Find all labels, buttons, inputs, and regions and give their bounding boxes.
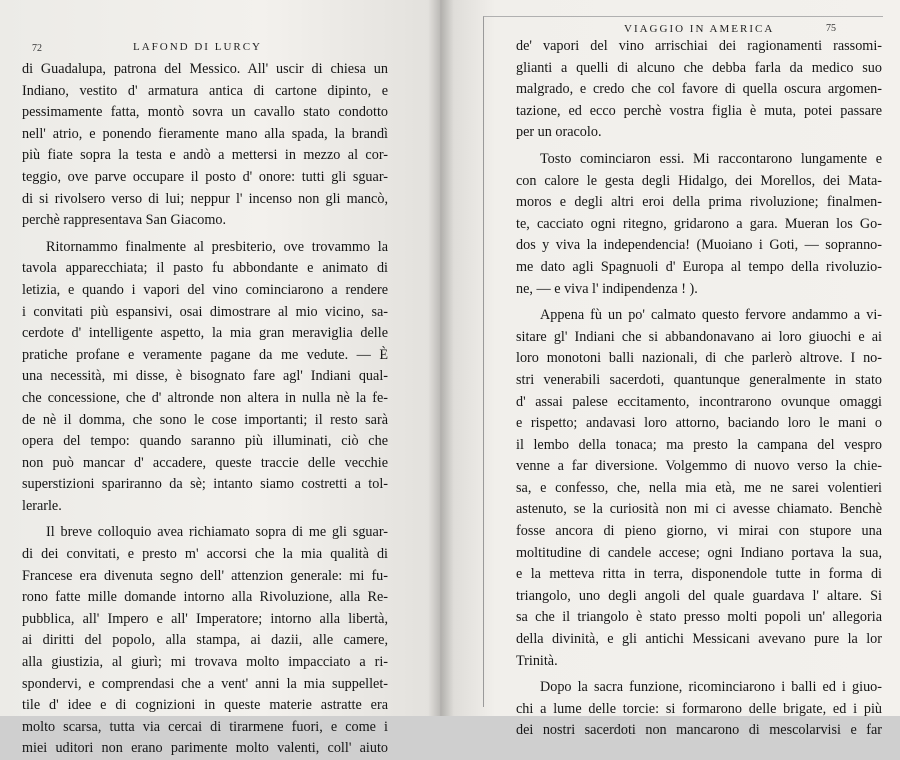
text-line: Tosto cominciaron essi. Mi raccontarono lungamente e xyxy=(540,150,882,167)
text-line: della divinità, e gli antichi Messicani avevano pure la lor xyxy=(516,631,882,648)
text-line: lerarle. xyxy=(22,497,62,514)
text-line: Indiano, vestito d' armatura antica di cartone dipinto, e xyxy=(22,82,388,99)
text-line: i convitati più espansivi, osai dimostrare al mio vicino, sa- xyxy=(22,303,388,320)
text-line: moros e degli altri eroi della prima rivoluzione; finalmen- xyxy=(516,194,882,211)
text-line: tazione, ed ecco perchè vostra figlia è muta, potei passare xyxy=(516,102,882,119)
text-line: per un oracolo. xyxy=(516,124,602,141)
text-line: tavola apparecchiata; il pasto fu abbondante e animato di xyxy=(22,260,388,277)
text-line: sa, e confesso, che, nella mia età, me ne sarei volentieri xyxy=(516,479,882,496)
text-line: perchè rappresentava San Giacomo. xyxy=(22,212,227,229)
text-line: superstizioni spariranno da sè; intanto siamo costretti a tol- xyxy=(22,476,388,493)
text-line: pratiche profane e veramente pagane da me vedute. — È xyxy=(22,346,388,363)
text-line: spondervi, e comprendasi che a vent' anni la mia suppellet- xyxy=(22,675,388,692)
text-line: moltitudine di candele accese; ogni Indiano portava la sua, xyxy=(516,544,882,561)
text-line: opera del tempo: quando saranno più illuminati, ciò che xyxy=(22,433,388,450)
text-line: Appena fù un po' calmato questo fervore andammo a vi- xyxy=(540,307,882,324)
text-line: con calore le gesta degli Hidalgo, dei Morellos, dei Mata- xyxy=(516,172,882,189)
text-line: non può mancar d' accadere, queste traccie delle vecchie xyxy=(22,454,388,471)
text-line: di Guadalupa, patrona del Messico. All' uscir di chiesa un xyxy=(22,61,388,77)
right-page-number: 75 xyxy=(826,23,836,34)
text-line: nell' atrio, e ponendo fieramente mano alla spada, la brandì xyxy=(22,125,388,142)
text-line: rono fatte mille domande intorno alla Rivoluzione, alla Re- xyxy=(22,589,388,606)
book-gutter xyxy=(428,0,454,716)
text-line: il lembo della tonaca; ma presto la campana del vespro xyxy=(516,436,882,453)
text-line: Francese era divenuta segno dell' attenzion generale: mi fu- xyxy=(22,567,388,584)
text-line: d' assai palese eccitamento, incontrarono ovunque omaggi xyxy=(516,393,882,410)
text-line: alla giustizia, al giurì; mi trovava molto impacciato a ri- xyxy=(22,654,388,671)
left-running-head: LAFOND DI LURCY xyxy=(133,41,262,53)
text-line: loro monotoni balli nazionali, di che parlerò altrove. I no- xyxy=(516,350,882,367)
left-page-body xyxy=(22,59,388,760)
text-line: me dato agli Spagnuoli d' Europa al tempo della rivoluzio- xyxy=(516,258,882,275)
text-line: malgrado, e credo che col favore di quella oscura argomen- xyxy=(516,81,882,98)
right-running-head: VIAGGIO IN AMERICA xyxy=(624,23,775,35)
text-line: e la metteva ritta in terra, disponendole tutte in forma di xyxy=(516,566,882,583)
page-edge-frame xyxy=(483,16,883,707)
text-line: che concessione, che d' altronde non altera in nulla nè la fe- xyxy=(22,389,388,406)
left-page xyxy=(0,0,440,757)
text-line: più fiate sopra la testa e andò a mettersi in mezzo al cor- xyxy=(22,147,388,164)
text-line: ne, — e viva l' indipendenza ! ). xyxy=(516,280,698,297)
text-line: teggio, ove parve occupare il posto d' onore: tutti gli sguar- xyxy=(22,168,388,185)
text-line: sitare gl' Indiani che si abbandonavano ai loro giuochi e ai xyxy=(516,328,882,345)
text-line: fosse ancora di pieno giorno, vi mirai con stupore una xyxy=(516,523,882,540)
text-line: tile d' idee e di cognizioni in queste materie astratte era xyxy=(22,697,388,714)
text-line: chi a lume delle torcie: si formarono delle brigate, ed i più xyxy=(516,700,882,717)
text-line: e rispetto; andavasi loro attorno, baciando loro le mani o xyxy=(516,415,882,432)
text-line: astenuto, se la curiosità non mi ci avesse chiamato. Benchè xyxy=(516,501,882,518)
text-line: di dei convitati, e presto m' accorsi che la mia qualità di xyxy=(22,546,388,563)
text-line: ai diritti del popolo, alla stampa, ai dazii, alle camere, xyxy=(22,632,388,649)
text-line: te, cacciato ogni ritegno, gridarono a gara. Mueran los Go- xyxy=(516,215,882,232)
text-line: Dopo la sacra funzione, ricominciarono i balli ed i giuo- xyxy=(540,679,882,696)
text-line: Trinità. xyxy=(516,652,558,669)
text-line: letizia, e quando i vapori del vino cominciarono a rendere xyxy=(22,281,388,298)
text-line: stri venerabili sacerdoti, quantunque generalmente in stato xyxy=(516,371,882,388)
text-line: Ritornammo finalmente al presbiterio, ove trovammo la xyxy=(46,238,388,255)
text-line: dei nostri sacerdoti non mancarono di mescolarvisi e far xyxy=(516,722,882,739)
text-line: una necessità, mi disse, è bisognato fare agl' Indiani qual- xyxy=(22,368,388,385)
text-line: molto scarsa, tutta via cercai di tirarmene fuori, e come i xyxy=(22,718,388,735)
text-line: de' vapori del vino arrischiai dei ragionamenti rassomi- xyxy=(516,38,882,54)
text-line: cerdote d' intelligente aspetto, la mia gran meraviglia delle xyxy=(22,325,388,342)
text-line: venne a far diversione. Volgemmo di nuovo verso la chie- xyxy=(516,458,882,475)
text-line: miei uditori non erano parimente molto valenti, coll' aiuto xyxy=(22,740,388,757)
text-line: de nè il domma, che sono le cose importanti; il resto sarà xyxy=(22,411,388,428)
text-line: glianti a quelli di alcuno che debba farla da medico suo xyxy=(516,59,882,76)
text-line: pubblica, all' Impero e all' Imperatore; intorno alla libertà, xyxy=(22,610,388,627)
left-page-number: 72 xyxy=(32,43,42,54)
text-line: triangolo, uno degli angoli del quale guardava l' altare. Si xyxy=(516,587,882,604)
text-line: di si rivolsero verso di lui; neppur l' incenso non gli mancò, xyxy=(22,190,388,207)
text-line: pessimamente fatta, montò sovra un cavallo stato condotto xyxy=(22,104,388,121)
text-line: dos y viva la independencia! (Muoiano i Goti, — sopranno- xyxy=(516,237,882,254)
text-line: Il breve colloquio avea richiamato sopra di me gli sguar- xyxy=(46,524,388,541)
text-line: sa che il triangolo è stato presso molti popoli un' allegoria xyxy=(516,609,882,626)
